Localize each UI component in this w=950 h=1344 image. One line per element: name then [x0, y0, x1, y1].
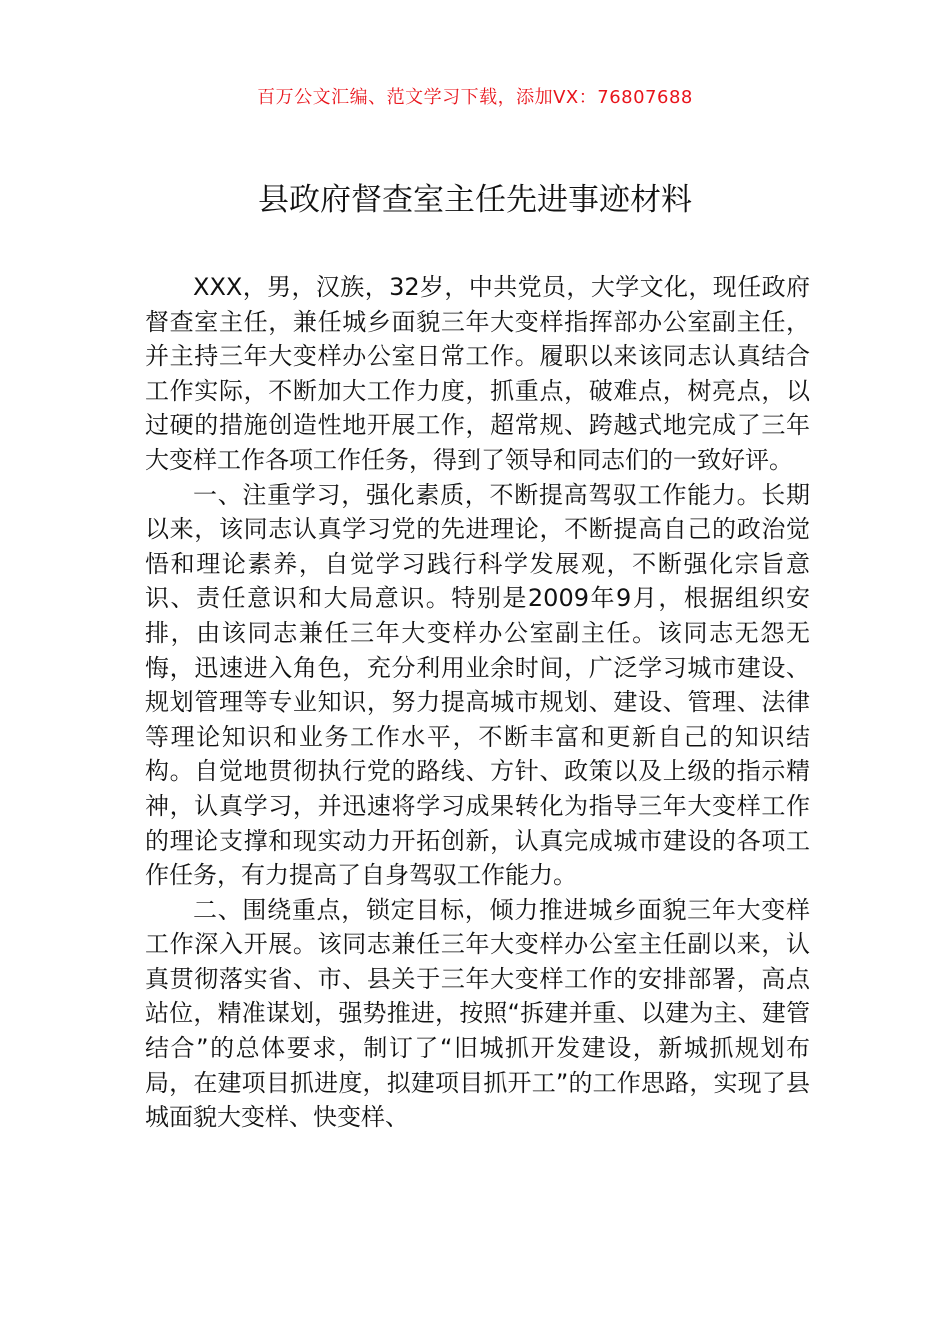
watermark-banner: 百万公文汇编、范文学习下载，添加VX：76807688	[257, 87, 693, 108]
document-title: 县政府督查室主任先进事迹材料	[258, 182, 692, 218]
paragraph-intro: XXX，男，汉族，32岁，中共党员，大学文化，现任政府督查室主任，兼任城乡面貌三年大变样指挥部办公室副主任，并主持三年大变样办公室日常工作。履职以来该同志认真结合工作实际，不断加大工作力度，抓重点，破难点，树亮点，以过硬的措施创造性地开展工作，超常规、跨越式地完成了三年大变样工作各项工作任务，得到了领导和同志们的一致好评。	[145, 273, 810, 474]
paragraph-section-2: 二、围绕重点，锁定目标，倾力推进城乡面貌三年大变样工作深入开展。该同志兼任三年大变样办公室主任副以来，认真贯彻落实省、市、县关于三年大变样工作的安排部署，高点站位，精准谋划，强势推进，按照“拆建并重、以建为主、建管结合”的总体要求，制订了“旧城抓开发建设，新城抓规划布局，在建项目抓进度，拟建项目抓开工”的工作思路，实现了县城面貌大变样、快变样、	[145, 895, 810, 1132]
paragraph-section-1: 一、注重学习，强化素质，不断提高驾驭工作能力。长期以来，该同志认真学习党的先进理论，不断提高自己的政治觉悟和理论素养，自觉学习践行科学发展观，不断强化宗旨意识、责任意识和大局意识。特别是2009年9月，根据组织安排，由该同志兼任三年大变样办公室副主任。该同志无怨无悔，迅速进入角色，充分利用业余时间，广泛学习城市建设、规划管理等专业知识，努力提高城市规划、建设、管理、法律等理论知识和业务工作水平，不断丰富和更新自己的知识结构。自觉地贯彻执行党的路线、方针、政策以及上级的指示精神，认真学习，并迅速将学习成果转化为指导三年大变样工作的理论支撑和现实动力开拓创新，认真完成城市建设的各项工作任务，有力提高了自身驾驭工作能力。	[145, 480, 810, 890]
document-body	[145, 270, 810, 1135]
